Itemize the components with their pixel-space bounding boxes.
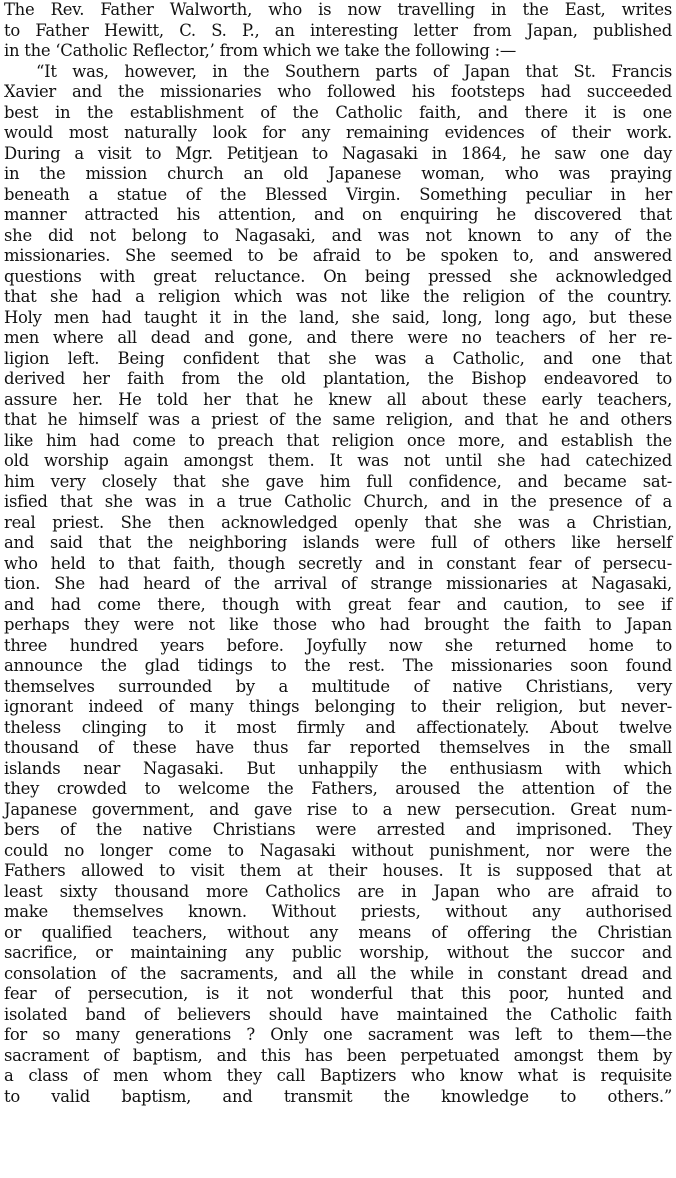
text-line: During a visit to Mgr. Petitjean to Nagasaki in 1864, he saw one day bbox=[4, 143, 672, 163]
text-line: Xavier and the missionaries who followed his footsteps had succeeded bbox=[4, 82, 672, 101]
text-line: could no longer come to Nagasaki without punishment, nor were the bbox=[4, 840, 672, 860]
text-line: sacrifice, or maintaining any public worship, without the succor and bbox=[4, 943, 672, 962]
text-line: and had come there, though with great fear and caution, to see if bbox=[4, 594, 672, 614]
text-line: for so many generations ? Only one sacrament was left to them—the bbox=[4, 1025, 672, 1044]
text-line: who held to that faith, though secretly and in constant fear of persecu- bbox=[4, 553, 672, 573]
text-line: beneath a statue of the Blessed Virgin. Something peculiar in her bbox=[4, 184, 672, 204]
text-line: that he himself was a priest of the same religion, and that he and others bbox=[4, 410, 672, 429]
text-line: bers of the native Christians were arrested and imprisoned. They bbox=[4, 820, 672, 839]
text-line: islands near Nagasaki. But unhappily the enthusiasm with which bbox=[4, 758, 672, 778]
text-line: they crowded to welcome the Fathers, aroused the attention of the bbox=[4, 779, 672, 798]
text-line: thousand of these have thus far reported themselves in the small bbox=[4, 738, 672, 757]
text-line: in the mission church an old Japanese woman, who was praying bbox=[4, 164, 672, 183]
text-line: themselves surrounded by a multitude of native Christians, very bbox=[4, 676, 672, 696]
text-line: least sixty thousand more Catholics are in Japan who are afraid to bbox=[4, 881, 672, 901]
text-line: isfied that she was in a true Catholic Church, and in the presence of a bbox=[4, 492, 672, 511]
text-line: and said that the neighboring islands were full of others like herself bbox=[4, 533, 672, 552]
text-line: real priest. She then acknowledged openly that she was a Christian, bbox=[4, 512, 672, 532]
text-line: sacrament of baptism, and this has been perpetuated amongst them by bbox=[4, 1045, 672, 1065]
text-line: in the ‘Catholic Reflector,’ from which we take the following :— bbox=[4, 41, 517, 60]
text-line: that she had a religion which was not like the religion of the country. bbox=[4, 287, 672, 306]
text-line: assure her. He told her that he knew all about these early teachers, bbox=[4, 389, 672, 409]
intro-paragraph bbox=[4, 0, 672, 62]
text-line: to Father Hewitt, C. S. P., an interesting letter from Japan, published bbox=[4, 20, 672, 40]
text-line: consolation of the sacraments, and all the while in constant dread and bbox=[4, 963, 672, 983]
text-line: Holy men had taught it in the land, she said, long, long ago, but these bbox=[4, 307, 672, 327]
text-line: Fathers allowed to visit them at their houses. It is supposed that at bbox=[4, 861, 672, 880]
text-line: a class of men whom they call Baptizers who know what is requisite bbox=[4, 1066, 672, 1085]
text-line: missionaries. She seemed to be afraid to be spoken to, and answered bbox=[4, 246, 672, 265]
text-line: like him had come to preach that religion once more, and establish the bbox=[4, 430, 672, 450]
text-line: isolated band of believers should have maintained the Catholic faith bbox=[4, 1004, 672, 1024]
text-line: announce the glad tidings to the rest. The missionaries soon found bbox=[4, 656, 672, 675]
text-line: or qualified teachers, without any means of offering the Christian bbox=[4, 922, 672, 942]
text-line: three hundred years before. Joyfully now she returned home to bbox=[4, 635, 672, 655]
text-line: tion. She had heard of the arrival of strange missionaries at Nagasaki, bbox=[4, 574, 672, 593]
text-line: she did not belong to Nagasaki, and was not known to any of the bbox=[4, 225, 672, 245]
text-line: theless clinging to it most firmly and affectionately. About twelve bbox=[4, 717, 672, 737]
text-line: derived her faith from the old plantation, the Bishop endeavored to bbox=[4, 369, 672, 388]
text-line: best in the establishment of the Catholic faith, and there it is one bbox=[4, 102, 672, 122]
text-line bbox=[4, 1107, 672, 1128]
text-line: ignorant indeed of many things belonging to their religion, but never- bbox=[4, 697, 672, 716]
text-line: him very closely that she gave him full confidence, and became sat- bbox=[4, 471, 672, 491]
text-line: The Rev. Father Walworth, who is now travelling in the East, writes bbox=[4, 0, 672, 19]
text-line: perhaps they were not like those who had brought the faith to Japan bbox=[4, 615, 672, 634]
text-line: fear of persecution, is it not wonderful that this poor, hunted and bbox=[4, 984, 672, 1003]
text-line: old worship again amongst them. It was not until she had catechized bbox=[4, 451, 672, 470]
text-line: manner attracted his attention, and on enquiring he discovered that bbox=[4, 205, 672, 224]
text-line: make themselves known. Without priests, without any authorised bbox=[4, 902, 672, 921]
article-body bbox=[4, 0, 672, 1128]
text-line: would most naturally look for any remaining evidences of their work. bbox=[4, 123, 672, 142]
text-line: ligion left. Being confident that she was a Catholic, and one that bbox=[4, 348, 672, 368]
quoted-letter-paragraph bbox=[4, 62, 672, 1128]
text-line: to valid baptism, and transmit the knowledge to others.” bbox=[4, 1086, 672, 1106]
text-line: questions with great reluctance. On being pressed she acknowledged bbox=[4, 266, 672, 286]
text-line: men where all dead and gone, and there were no teachers of her re- bbox=[4, 328, 672, 347]
text-line: “It was, however, in the Southern parts of Japan that St. Francis bbox=[36, 61, 672, 81]
text-line: Japanese government, and gave rise to a new persecution. Great num- bbox=[4, 799, 672, 819]
